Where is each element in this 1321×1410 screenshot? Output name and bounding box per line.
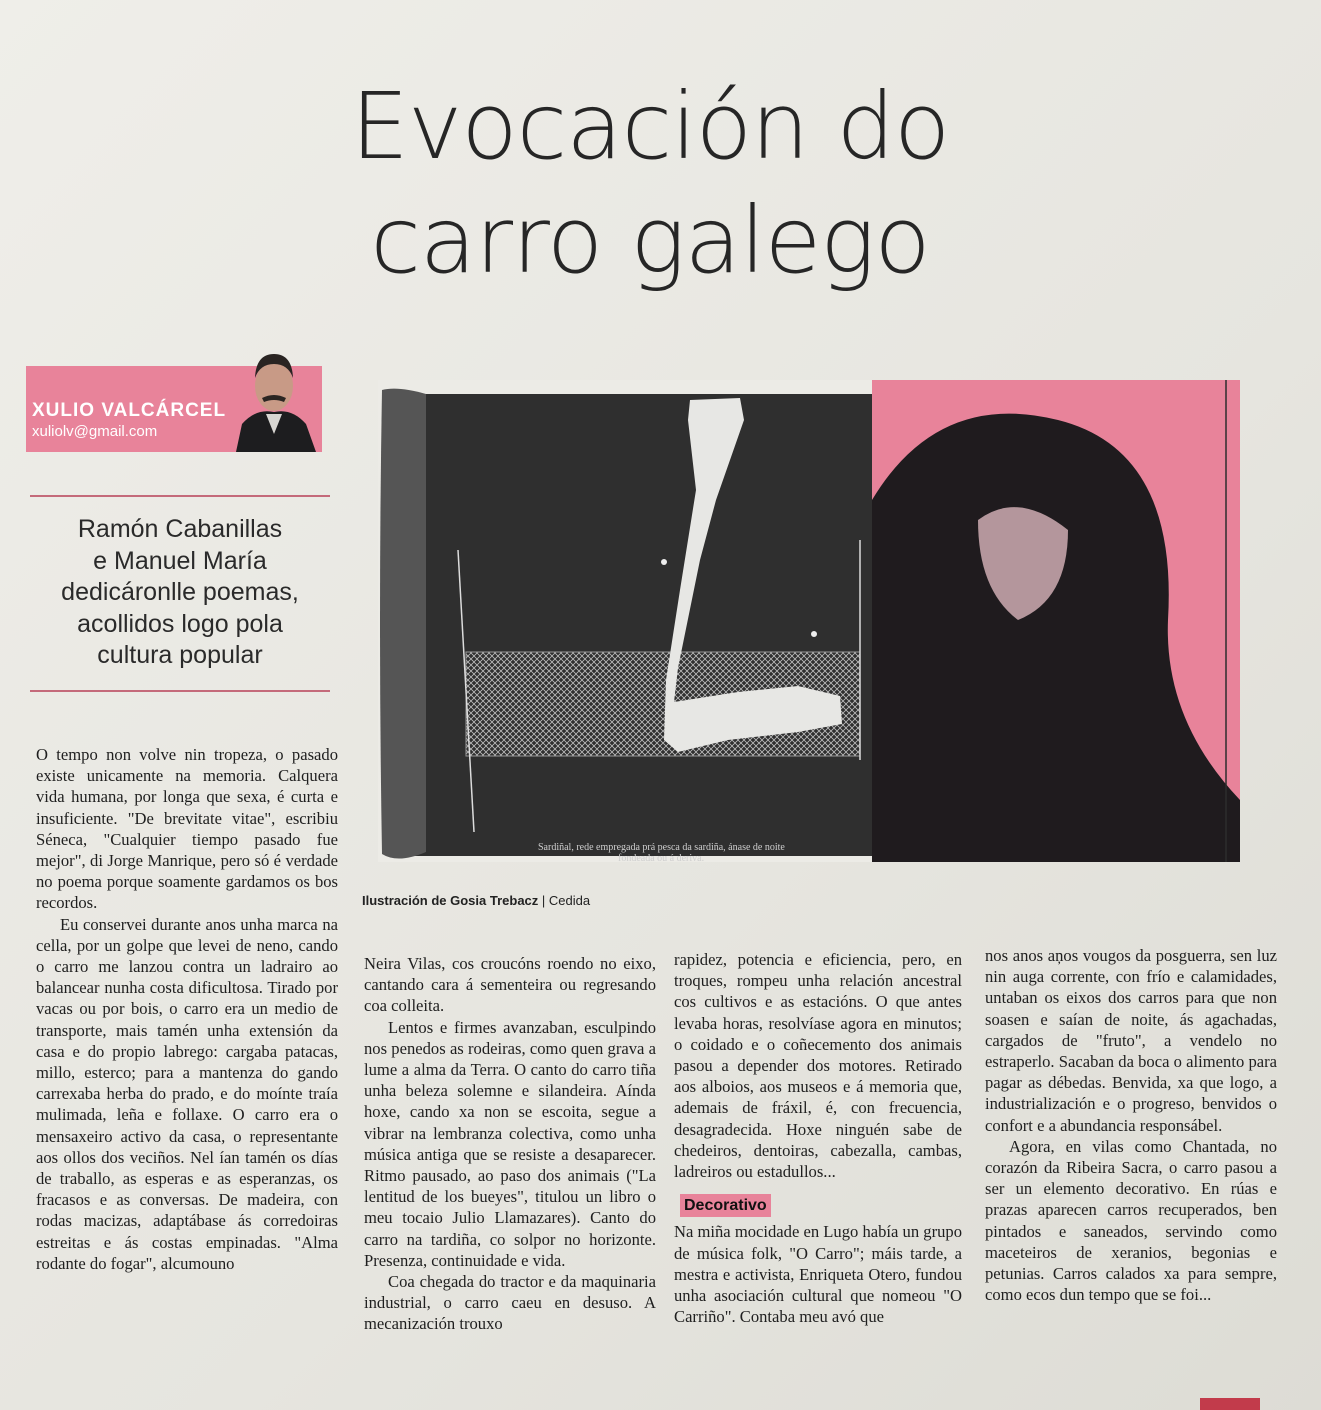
illustration (378, 380, 1240, 862)
pullquote (30, 514, 330, 672)
pullquote-line: cultura popular (97, 641, 263, 669)
paragraph: Lentos e firmes avanzaban, esculpindo nos penedos as rodeiras, como quen grava a lume a alma da Terra. O canto do carro tiña unha beleza solemne e silandeira. Aínda hoxe, cando xa non se escoita, segue a vibrar na lembranza colectiva, como unha música antiga que se resiste a desaparecer. Ritmo pausado, ao paso dos animais ("La lentitud de los bueyes", titulou un libro o meu tocaio Julio Llamazares). Canto do carro na tardiña, co solpor no horizonte. Presenza, continuidade e vida. (364, 1017, 656, 1270)
paragraph: Na miña mocidade en Lugo había un grupo de música folk, "O Carro"; máis tarde, a mestra e activista, Enriqueta Otero, fundou unha asociación cultural que nomeou "O Carriño". Contaba meu avó que (674, 1222, 963, 1327)
page-edge-mark (1200, 1398, 1260, 1410)
illustration-inner-caption: fondeada ou á deriva. (618, 853, 705, 862)
headline (300, 70, 1000, 298)
caption-credit: Ilustración de Gosia Trebacz (362, 893, 539, 908)
divider-top (30, 495, 330, 497)
article-column-1 (36, 744, 338, 1274)
paragraph: Coa chegada do tractor e da maquinaria industrial, o carro caeu en desuso. A mecanización trouxo (364, 1272, 656, 1334)
paragraph: rapidez, potencia e eficiencia, pero, en troques, rompeu unha relación ancestral cos cultivos e as estacións. O que antes levaba horas, resolvíase agora en minutos; o coidado e o coñecemento dos animais pasou a depender dos motores. Retirado aos alboios, aos museos e á memoria que, ademais de fráxil, é, con frecuencia, desagradecida. Hoxe ninguén sabe de chedeiros, dentoiras, cabezalla, cambas, ladreiros ou estadullos... (674, 950, 962, 1182)
article-column-2 (364, 953, 656, 1335)
pullquote-line: e Manuel María (93, 546, 267, 575)
author-photo (226, 342, 322, 452)
paragraph: O tempo non volve nin tropeza, o pasado existe unicamente na memoria. Calquera vida humana, por longa que sexa, é curta e insuficiente. "De brevitate vitae", escribiu Séneca, "Cualquier tiempo pasado fue mejor", di Jorge Manrique, pero só é verdade no poema porque soamente gardamos os bos recordos. (36, 745, 338, 913)
paragraph: Eu conservei durante anos unha marca na cella, por un golpe que levei de neno, cando o carro me lanzou contra un ladrairo ao balancear nunha costa dificultosa. Tirado por vacas ou por bois, o carro era un medio de transporte, mais tamén unha extensión da casa e do propio labrego: cargaba patacas, millo, esterco; para a mantenza do gando carrexaba herba do prado, e do moínte traía mulimada, leña e follaxe. O carro era o mensaxeiro activo da casa, o representante aos ollos dos veciños. Nel ían tamén os días de traballo, as esperas e as esperanzas, os fracasos e as conversas. De madeira, con rodas macizas, adaptábase ás corredoiras estreitas e ás costas empinadas. "Alma rodante do fogar", alcumouno (36, 914, 338, 1273)
pullquote-line: Ramón Cabanillas (77, 515, 283, 543)
headline-line-1: Evocación do (350, 73, 950, 180)
pullquote-line: dedicáronlle poemas, (61, 578, 299, 606)
illustration-inner-caption: Sardiñal, rede empregada prá pesca da sardiña, ánase de noite (538, 842, 785, 853)
article-column-4 (985, 945, 1277, 1305)
paragraph: Neira Vilas, cos croucóns roendo no eixo, cantando cara á sementeira ou regresando coa colleita. (364, 954, 656, 1016)
pullquote-line: acollidos logo pola (77, 609, 283, 638)
illustration-caption: Ilustración de Gosia Trebacz | Cedida (362, 893, 591, 908)
headline-line-2: carro galego (370, 187, 930, 294)
paragraph: Agora, en vilas como Chantada, no corazón da Ribeira Sacra, o carro pasou a ser un elemento decorativo. En rúas e prazas aparecen carros recuperados, ben pintados e saneados, servindo como maceteiros de xeranios, begonias e petunias. Carros calados xa para sempre, como ecos dun tempo que se foi... (985, 1136, 1277, 1305)
article-column-3 (674, 949, 962, 1327)
paragraph: nos anos aņos vougos da posguerra, sen luz nin auga corrente, con frío e calamidades, untaban os eixos dos carros para que non soasen e saían de noite, ás agachadas, cargados de "fruto", a vendelo no estraperlo. Sacaban da boca o alimento para pagar as débedas. Benvida, xa que logo, a industrialización e o progreso, benvidos o confort e a abundancia responsábel. (985, 946, 1277, 1135)
divider-bottom (30, 690, 330, 692)
author-email: xuliolv@gmail.com (32, 423, 158, 440)
author-name: XULIO VALCÁRCEL (32, 400, 227, 421)
caption-source: Cedida (548, 893, 591, 908)
subheading: Decorativo (680, 1194, 771, 1217)
